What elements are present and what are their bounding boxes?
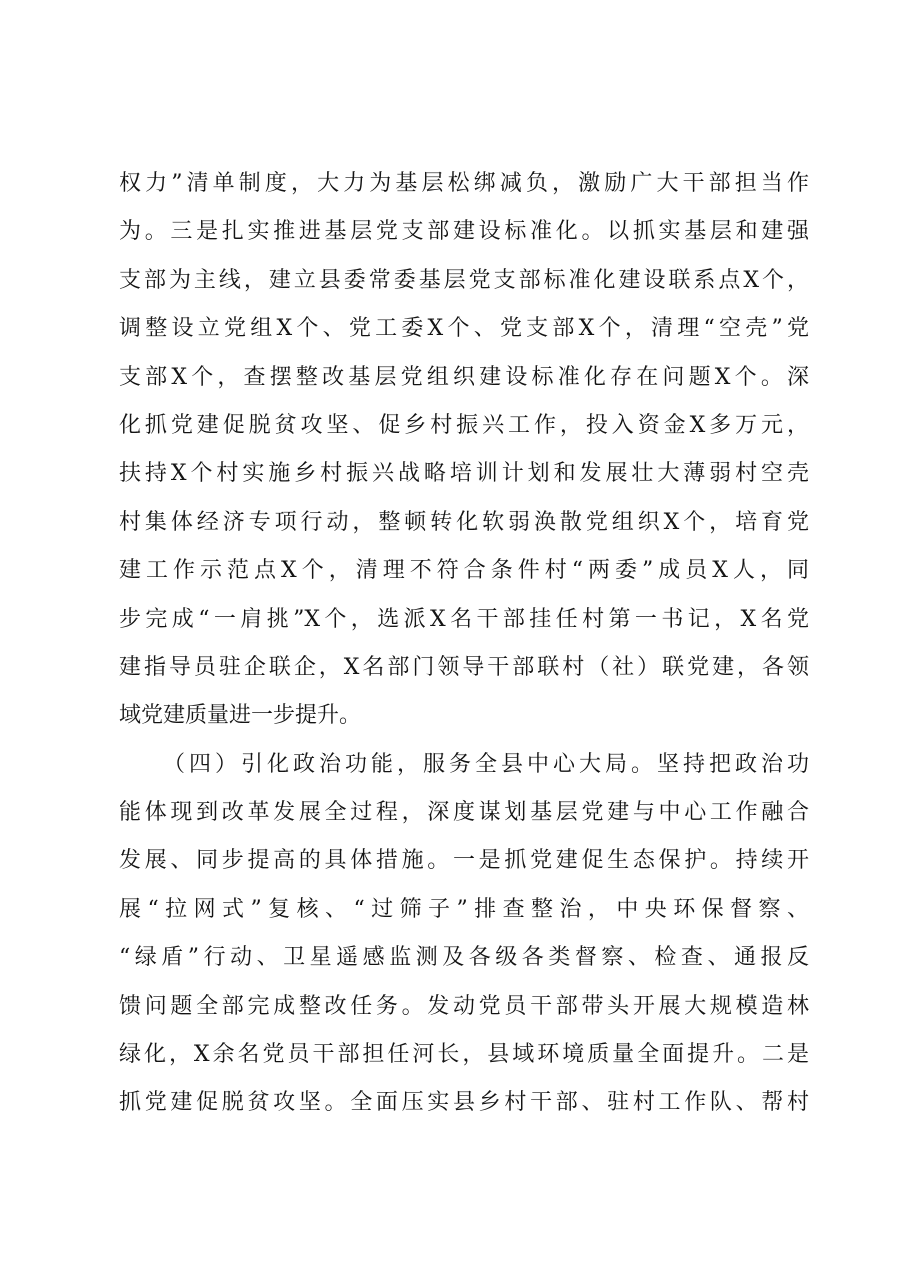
text-line: 调整设立党组X个、党工委X个、党支部X个，清理“空壳”党 — [119, 316, 809, 342]
text-line: 扶持X个村实施乡村振兴战略培训计划和发展壮大薄弱村空壳 — [119, 461, 809, 487]
text-line: 建指导员驻企联企，X名部门领导干部联村（社）联党建，各领 — [119, 654, 809, 680]
text-line: 馈问题全部完成整改任务。发动党员干部带头开展大规模造林 — [119, 993, 809, 1019]
section-heading-line: （四）引化政治功能，服务全县中心大局。坚持把政治功 — [163, 751, 809, 777]
text-line: 发展、同步提高的具体措施。一是抓党建促生态保护。持续开 — [119, 848, 809, 874]
text-line: 建工作示范点X个，清理不符合条件村“两委”成员X人，同 — [119, 558, 809, 584]
text-line: 支部X个，查摆整改基层党组织建设标准化存在问题X个。深 — [119, 364, 809, 390]
paragraph-1 — [119, 160, 809, 741]
text-line: 权力”清单制度，大力为基层松绑减负，激励广大干部担当作 — [119, 171, 809, 196]
body-text — [119, 160, 809, 1128]
text-line: 支部为主线，建立县委常委基层党支部标准化建设联系点X个， — [119, 267, 809, 293]
text-line: 步完成“一肩挑”X个，选派X名干部挂任村第一书记，X名党 — [119, 606, 809, 632]
text-line: 为。三是扎实推进基层党支部建设标准化。以抓实基层和建强 — [119, 219, 809, 245]
text-line: “绿盾”行动、卫星遥感监测及各级各类督察、检查、通报反 — [119, 945, 809, 971]
text-line: 化抓党建促脱贫攻坚、促乡村振兴工作，投入资金X多万元， — [119, 412, 809, 438]
text-line: 抓党建促脱贫攻坚。全面压实县乡村干部、驻村工作队、帮村 — [119, 1090, 809, 1116]
text-line: 绿化，X余名党员干部担任河长，县域环境质量全面提升。二是 — [119, 1042, 809, 1068]
text-line: 展“拉网式”复核、“过筛子”排查整治，中央环保督察、 — [119, 896, 809, 922]
text-line: 能体现到改革发展全过程，深度谋划基层党建与中心工作融合 — [119, 800, 809, 826]
text-line: 域党建质量进一步提升。 — [119, 703, 362, 729]
text-line: 村集体经济专项行动，整顿转化软弱涣散党组织X个，培育党 — [119, 509, 809, 535]
paragraph-2 — [119, 741, 809, 1128]
